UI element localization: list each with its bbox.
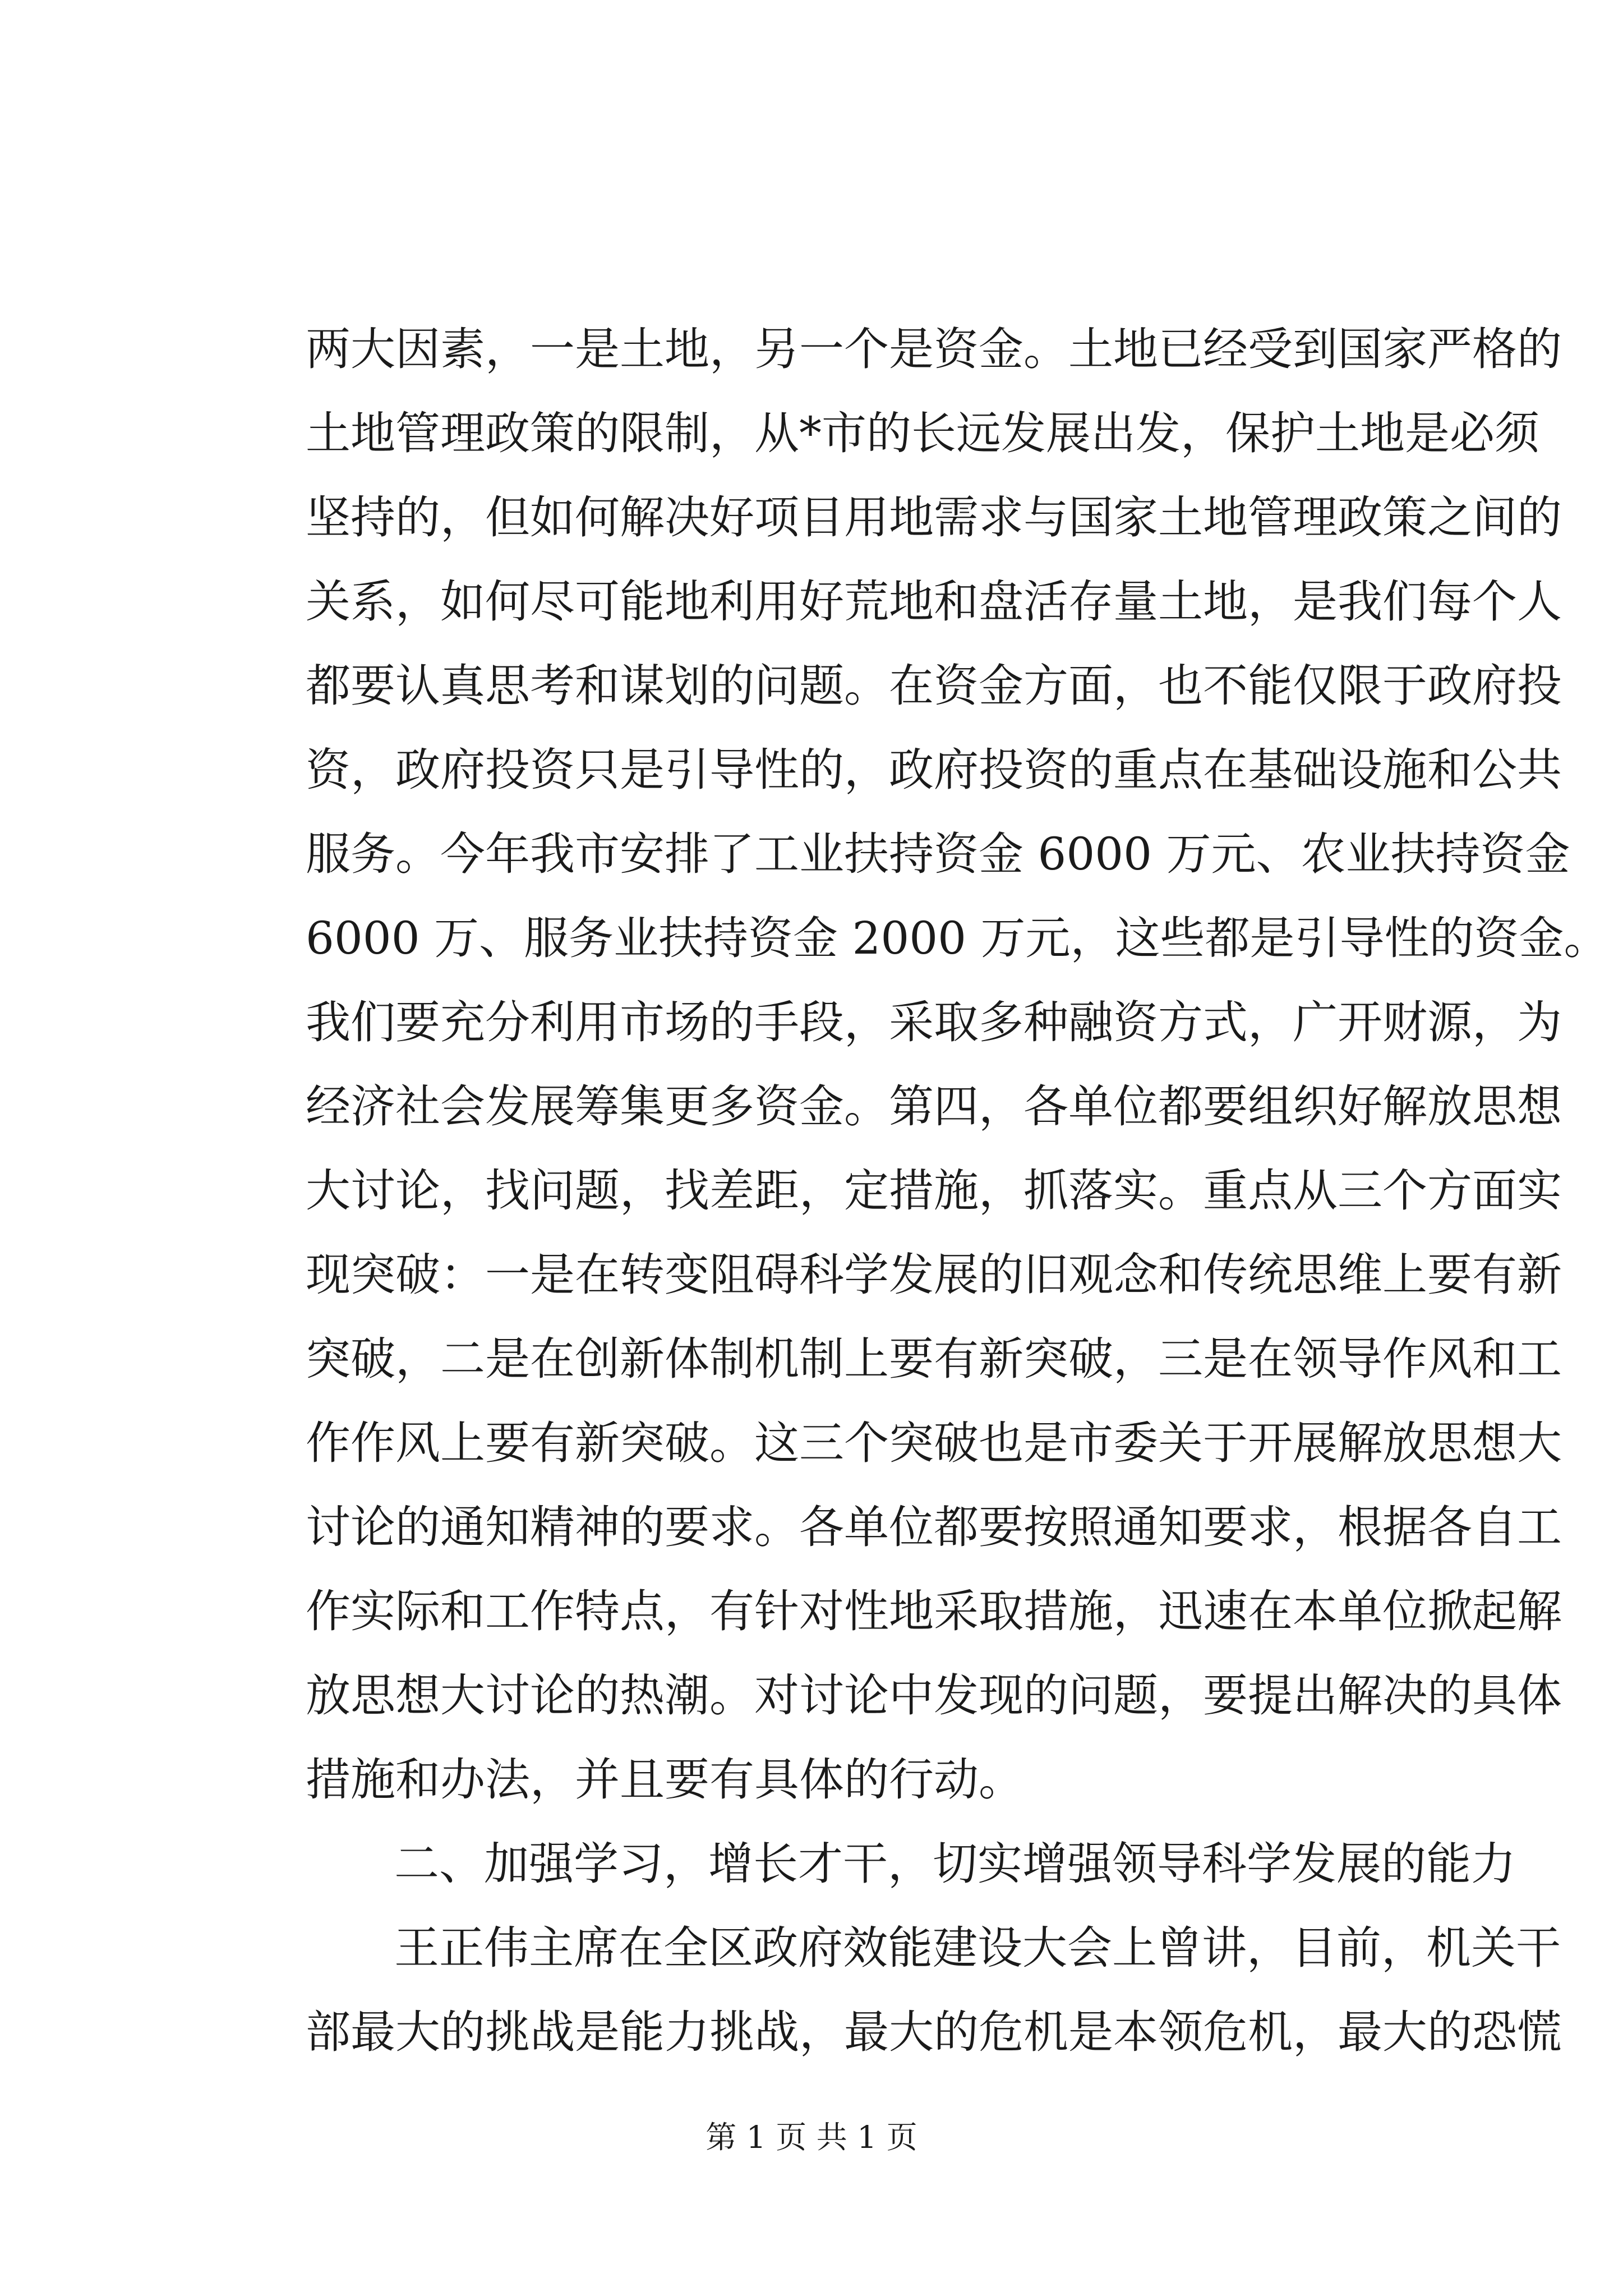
section-heading: 二、加强学习，增长才干，切实增强领导科学发展的能力 (394, 1838, 1516, 1890)
paragraph-first-line: 王正伟主席在全区政府效能建设大会上曾讲，目前，机关干 (394, 1922, 1561, 1974)
page-footer: 第 1 页 共 1 页 (706, 2119, 917, 2155)
text-line: 现突破：一是在转变阻碍科学发展的旧观念和传统思维上要有新 (306, 1249, 1562, 1301)
text-line: 关系，如何尽可能地利用好荒地和盘活存量土地，是我们每个人 (306, 576, 1562, 628)
text-line: 作作风上要有新突破。这三个突破也是市委关于开展解放思想大 (306, 1417, 1562, 1469)
text-line: 都要认真思考和谋划的问题。在资金方面，也不能仅限于政府投 (306, 660, 1562, 712)
text-line: 6000 万、服务业扶持资金 2000 万元，这些都是引导性的资金。 (306, 912, 1609, 964)
text-line: 经济社会发展筹集更多资金。第四，各单位都要组织好解放思想 (306, 1080, 1562, 1133)
text-line: 我们要充分利用市场的手段，采取多种融资方式，广开财源，为 (306, 996, 1562, 1048)
text-line: 讨论的通知精神的要求。各单位都要按照通知要求，根据各自工 (306, 1501, 1562, 1553)
text-line: 作实际和工作特点，有针对性地采取措施，迅速在本单位掀起解 (306, 1585, 1562, 1637)
text-line-last: 措施和办法，并且要有具体的行动。 (306, 1754, 1023, 1806)
text-line: 坚持的，但如何解决好项目用地需求与国家土地管理政策之间的 (306, 491, 1562, 544)
text-line: 两大因素，一是土地，另一个是资金。土地已经受到国家严格的 (306, 323, 1562, 375)
text-line: 大讨论，找问题，找差距，定措施，抓落实。重点从三个方面实 (306, 1165, 1562, 1217)
text-line: 放思想大讨论的热潮。对讨论中发现的问题，要提出解决的具体 (306, 1669, 1562, 1722)
text-line: 资，政府投资只是引导性的，政府投资的重点在基础设施和公共 (306, 744, 1562, 796)
text-line: 突破，二是在创新体制机制上要有新突破，三是在领导作风和工 (306, 1333, 1562, 1385)
text-line: 部最大的挑战是能力挑战，最大的危机是本领危机，最大的恐慌 (306, 2006, 1562, 2058)
text-line: 服务。今年我市安排了工业扶持资金 6000 万元、农业扶持资金 (306, 828, 1570, 880)
document-body (306, 307, 1609, 2074)
text-line: 土地管理政策的限制，从*市的长远发展出发，保护土地是必须 (306, 407, 1539, 459)
